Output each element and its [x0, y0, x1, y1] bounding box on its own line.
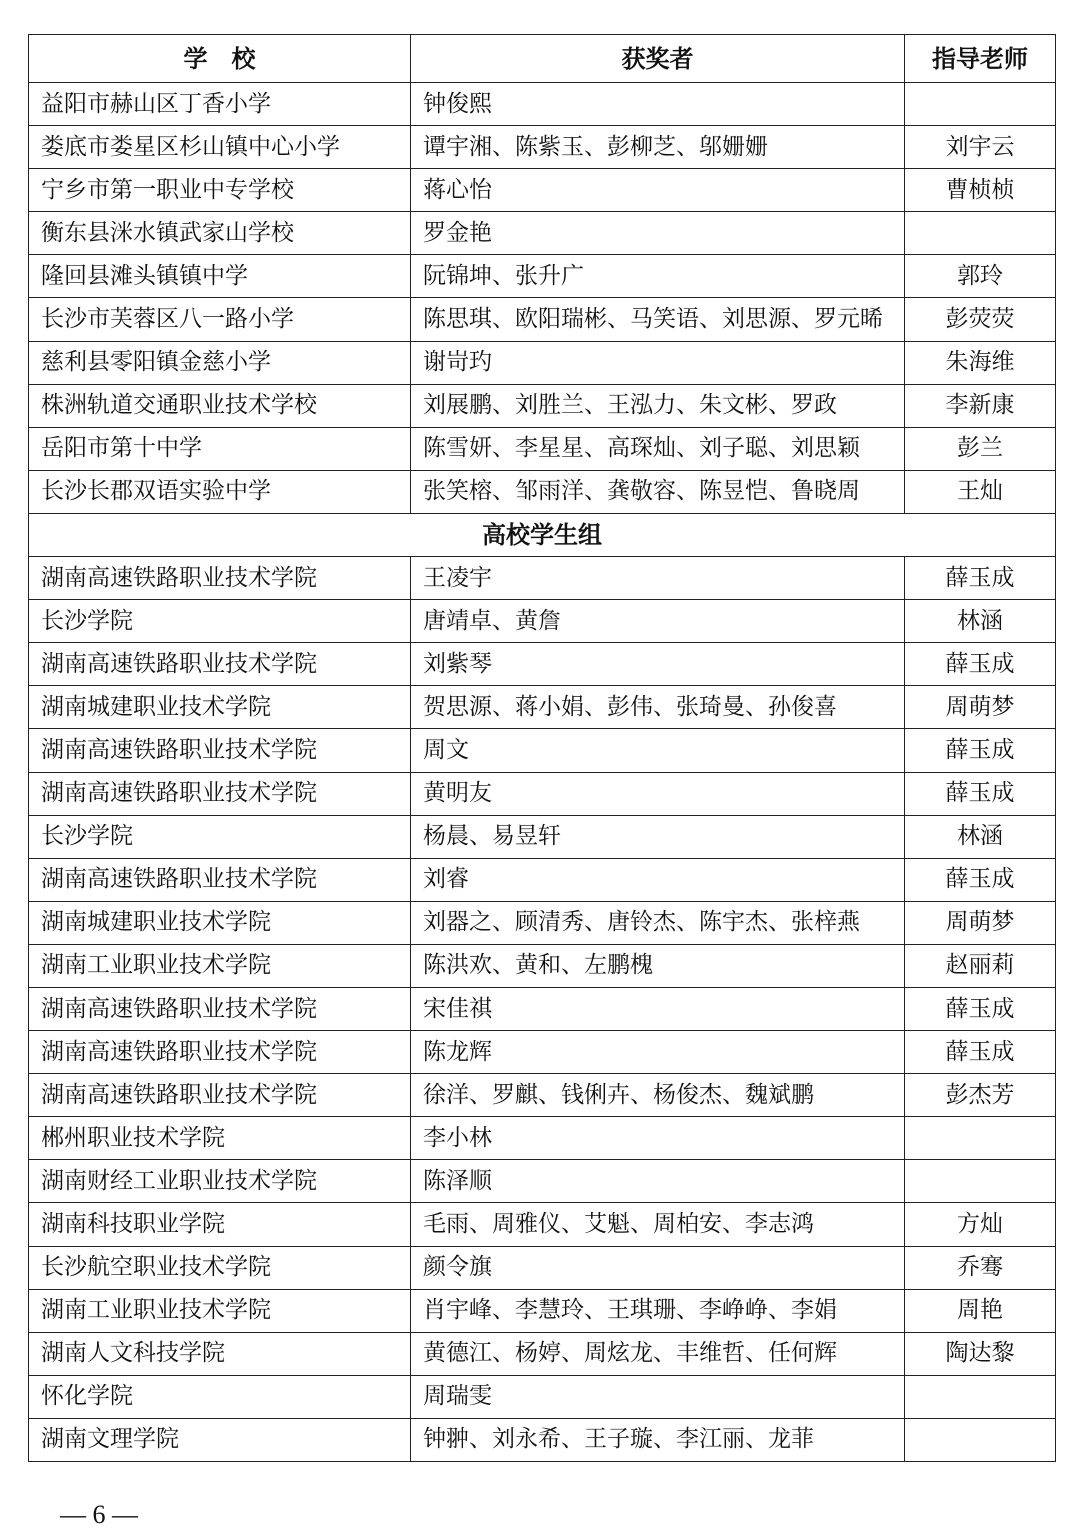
teacher-cell: 方灿 [905, 1203, 1056, 1246]
header-school: 学 校 [29, 35, 411, 83]
school-cell: 株洲轨道交通职业技术学校 [29, 384, 411, 427]
school-cell: 岳阳市第十中学 [29, 427, 411, 470]
school-cell: 湖南高速铁路职业技术学院 [29, 557, 411, 600]
table-row [29, 901, 1056, 944]
teacher-cell: 彭杰芳 [905, 1074, 1056, 1117]
table-row [29, 987, 1056, 1030]
winners-cell: 陈泽顺 [411, 1160, 905, 1203]
teacher-cell: 薛玉成 [905, 1031, 1056, 1074]
teacher-cell [905, 1375, 1056, 1418]
winners-cell: 王凌宇 [411, 557, 905, 600]
teacher-cell: 薛玉成 [905, 557, 1056, 600]
school-cell: 郴州职业技术学院 [29, 1117, 411, 1160]
winners-cell: 唐靖卓、黄詹 [411, 600, 905, 643]
teacher-cell: 薛玉成 [905, 772, 1056, 815]
teacher-cell: 林涵 [905, 600, 1056, 643]
teacher-cell: 李新康 [905, 384, 1056, 427]
teacher-cell: 乔骞 [905, 1246, 1056, 1289]
school-cell: 湖南人文科技学院 [29, 1332, 411, 1375]
school-cell: 湖南高速铁路职业技术学院 [29, 858, 411, 901]
school-cell: 怀化学院 [29, 1375, 411, 1418]
table-row [29, 1031, 1056, 1074]
table-row [29, 83, 1056, 126]
teacher-cell: 刘宇云 [905, 126, 1056, 169]
winners-cell: 徐洋、罗麒、钱俐卉、杨俊杰、魏斌鹏 [411, 1074, 905, 1117]
table-row [29, 1160, 1056, 1203]
winners-cell: 陈雪妍、李星星、高琛灿、刘子聪、刘思颖 [411, 427, 905, 470]
winners-cell: 宋佳祺 [411, 987, 905, 1030]
school-cell: 湖南高速铁路职业技术学院 [29, 772, 411, 815]
winners-cell: 刘睿 [411, 858, 905, 901]
school-cell: 益阳市赫山区丁香小学 [29, 83, 411, 126]
school-cell: 长沙航空职业技术学院 [29, 1246, 411, 1289]
winners-cell: 钟翀、刘永希、王子璇、李江丽、龙菲 [411, 1418, 905, 1461]
table-row [29, 1246, 1056, 1289]
winners-cell: 肖宇峰、李慧玲、王琪珊、李峥峥、李娟 [411, 1289, 905, 1332]
school-cell: 湖南高速铁路职业技术学院 [29, 643, 411, 686]
school-cell: 湖南高速铁路职业技术学院 [29, 987, 411, 1030]
table-row [29, 212, 1056, 255]
teacher-cell: 周萌梦 [905, 901, 1056, 944]
school-cell: 湖南工业职业技术学院 [29, 1289, 411, 1332]
teacher-cell: 周萌梦 [905, 686, 1056, 729]
teacher-cell: 赵丽莉 [905, 944, 1056, 987]
teacher-cell: 朱海维 [905, 341, 1056, 384]
page-number: — 6 — [60, 1500, 138, 1529]
table-row [29, 1117, 1056, 1160]
teacher-cell: 彭荧荧 [905, 298, 1056, 341]
table-row [29, 255, 1056, 298]
award-table [28, 34, 1056, 1462]
winners-cell: 黄明友 [411, 772, 905, 815]
winners-cell: 刘展鹏、刘胜兰、王泓力、朱文彬、罗政 [411, 384, 905, 427]
teacher-cell: 薛玉成 [905, 729, 1056, 772]
school-cell: 长沙市芙蓉区八一路小学 [29, 298, 411, 341]
winners-cell: 刘紫琴 [411, 643, 905, 686]
table-row [29, 686, 1056, 729]
table-row [29, 815, 1056, 858]
teacher-cell: 薛玉成 [905, 987, 1056, 1030]
table-row [29, 772, 1056, 815]
winners-cell: 贺思源、蒋小娟、彭伟、张琦曼、孙俊喜 [411, 686, 905, 729]
school-cell: 衡东县洣水镇武家山学校 [29, 212, 411, 255]
winners-cell: 谭宇湘、陈紫玉、彭柳芝、邬姗姗 [411, 126, 905, 169]
table-row [29, 298, 1056, 341]
group-row [29, 513, 1056, 556]
winners-cell: 罗金艳 [411, 212, 905, 255]
school-cell: 隆回县滩头镇镇中学 [29, 255, 411, 298]
teacher-cell [905, 1160, 1056, 1203]
school-cell: 湖南科技职业学院 [29, 1203, 411, 1246]
winners-cell: 钟俊熙 [411, 83, 905, 126]
teacher-cell: 曹桢桢 [905, 169, 1056, 212]
teacher-cell: 郭玲 [905, 255, 1056, 298]
table-row [29, 643, 1056, 686]
teacher-cell [905, 1418, 1056, 1461]
winners-cell: 陈思琪、欧阳瑞彬、马笑语、刘思源、罗元晞 [411, 298, 905, 341]
header-teacher: 指导老师 [905, 35, 1056, 83]
school-cell: 湖南财经工业职业技术学院 [29, 1160, 411, 1203]
teacher-cell: 林涵 [905, 815, 1056, 858]
school-cell: 宁乡市第一职业中专学校 [29, 169, 411, 212]
table-row [29, 1332, 1056, 1375]
table-row [29, 1289, 1056, 1332]
table-row [29, 858, 1056, 901]
table-row [29, 470, 1056, 513]
header-winners: 获奖者 [411, 35, 905, 83]
winners-cell: 陈龙辉 [411, 1031, 905, 1074]
table-body [29, 83, 1056, 1462]
teacher-cell: 彭兰 [905, 427, 1056, 470]
winners-cell: 张笑榕、邹雨洋、龚敬容、陈昱恺、鲁晓周 [411, 470, 905, 513]
teacher-cell: 周艳 [905, 1289, 1056, 1332]
winners-cell: 周瑞雯 [411, 1375, 905, 1418]
winners-cell: 周文 [411, 729, 905, 772]
group-title: 高校学生组 [29, 513, 1056, 556]
winners-cell: 蒋心怡 [411, 169, 905, 212]
school-cell: 长沙学院 [29, 600, 411, 643]
school-cell: 湖南高速铁路职业技术学院 [29, 729, 411, 772]
school-cell: 娄底市娄星区杉山镇中心小学 [29, 126, 411, 169]
teacher-cell [905, 212, 1056, 255]
school-cell: 湖南文理学院 [29, 1418, 411, 1461]
teacher-cell [905, 1117, 1056, 1160]
table-row [29, 1375, 1056, 1418]
school-cell: 湖南城建职业技术学院 [29, 686, 411, 729]
table-row [29, 384, 1056, 427]
winners-cell: 陈洪欢、黄和、左鹏槐 [411, 944, 905, 987]
table-row [29, 1418, 1056, 1461]
school-cell: 长沙学院 [29, 815, 411, 858]
winners-cell: 杨晨、易昱轩 [411, 815, 905, 858]
school-cell: 慈利县零阳镇金慈小学 [29, 341, 411, 384]
teacher-cell [905, 83, 1056, 126]
table-header-row [29, 35, 1056, 83]
teacher-cell: 薛玉成 [905, 643, 1056, 686]
school-cell: 长沙长郡双语实验中学 [29, 470, 411, 513]
winners-cell: 毛雨、周雅仪、艾魁、周柏安、李志鸿 [411, 1203, 905, 1246]
table-row [29, 600, 1056, 643]
teacher-cell: 王灿 [905, 470, 1056, 513]
school-cell: 湖南城建职业技术学院 [29, 901, 411, 944]
table-row [29, 557, 1056, 600]
winners-cell: 颜令旗 [411, 1246, 905, 1289]
table-row [29, 1074, 1056, 1117]
table-row [29, 944, 1056, 987]
school-cell: 湖南工业职业技术学院 [29, 944, 411, 987]
table-row [29, 729, 1056, 772]
teacher-cell: 薛玉成 [905, 858, 1056, 901]
winners-cell: 阮锦坤、张升广 [411, 255, 905, 298]
table-row [29, 126, 1056, 169]
table-row [29, 341, 1056, 384]
table-row [29, 427, 1056, 470]
winners-cell: 刘器之、顾清秀、唐铃杰、陈宇杰、张梓燕 [411, 901, 905, 944]
table-row [29, 1203, 1056, 1246]
teacher-cell: 陶达黎 [905, 1332, 1056, 1375]
school-cell: 湖南高速铁路职业技术学院 [29, 1074, 411, 1117]
school-cell: 湖南高速铁路职业技术学院 [29, 1031, 411, 1074]
table-row [29, 169, 1056, 212]
winners-cell: 谢岢玓 [411, 341, 905, 384]
winners-cell: 黄德江、杨婷、周炫龙、丰维哲、任何辉 [411, 1332, 905, 1375]
winners-cell: 李小林 [411, 1117, 905, 1160]
